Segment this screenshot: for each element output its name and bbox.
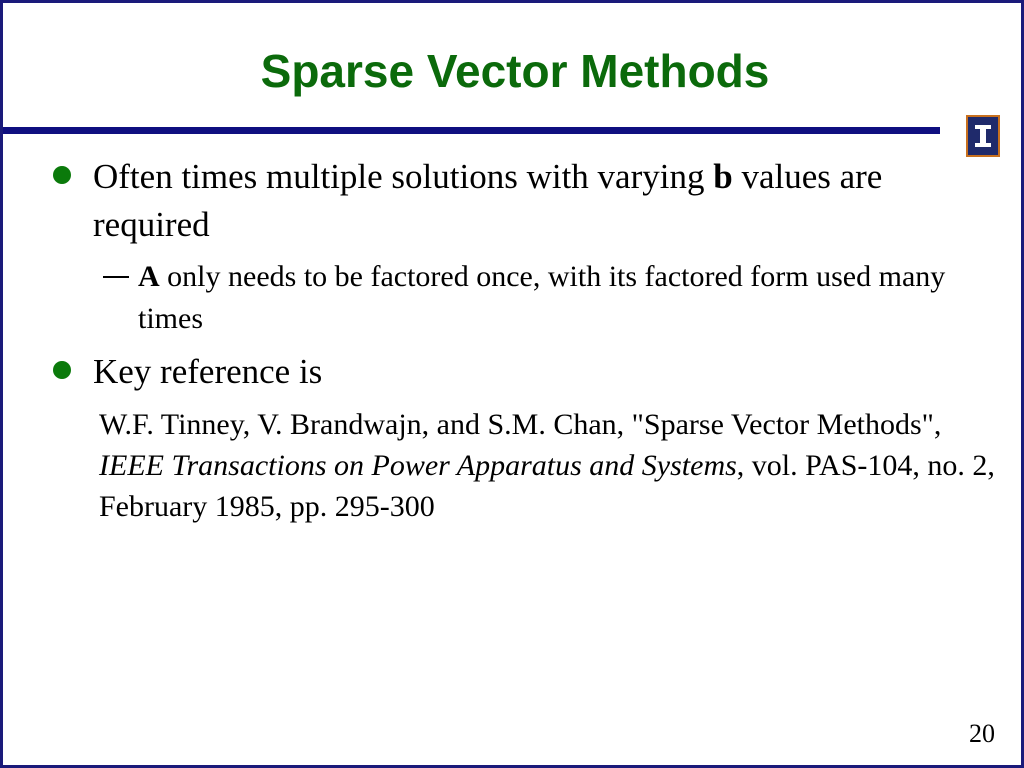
reference-details: , vol. PAS-104, no. 2, February 1985, pp. 295-300	[99, 449, 995, 523]
bullet-1-bold-b: b	[713, 157, 733, 196]
slide-title: Sparse Vector Methods	[260, 45, 770, 97]
sub-bullet-bold-a: A	[138, 260, 160, 293]
reference-citation	[99, 404, 1004, 527]
bullet-1-text	[93, 153, 953, 249]
sub-bullet-text	[138, 256, 988, 340]
bullet-2-text: Key reference is	[93, 352, 323, 391]
bullet-2-marker	[53, 361, 71, 379]
reference-journal: IEEE Transactions on Power Apparatus and Systems	[99, 449, 737, 482]
reference-authors: W.F. Tinney, V. Brandwajn, and S.M. Chan, "Sparse Vector Methods",	[99, 408, 942, 441]
bullet-1-marker	[53, 166, 71, 184]
bullet-1-text-part: Often times multiple solutions with varying	[93, 157, 714, 196]
bullet-1-text-part-end: values are required	[93, 157, 883, 244]
page-number: 20	[969, 719, 995, 748]
slide-content	[3, 3, 1024, 768]
sub-bullet-dash	[103, 276, 129, 278]
sub-bullet-text-part: only needs to be factored once, with its factored form used many times	[138, 260, 946, 335]
